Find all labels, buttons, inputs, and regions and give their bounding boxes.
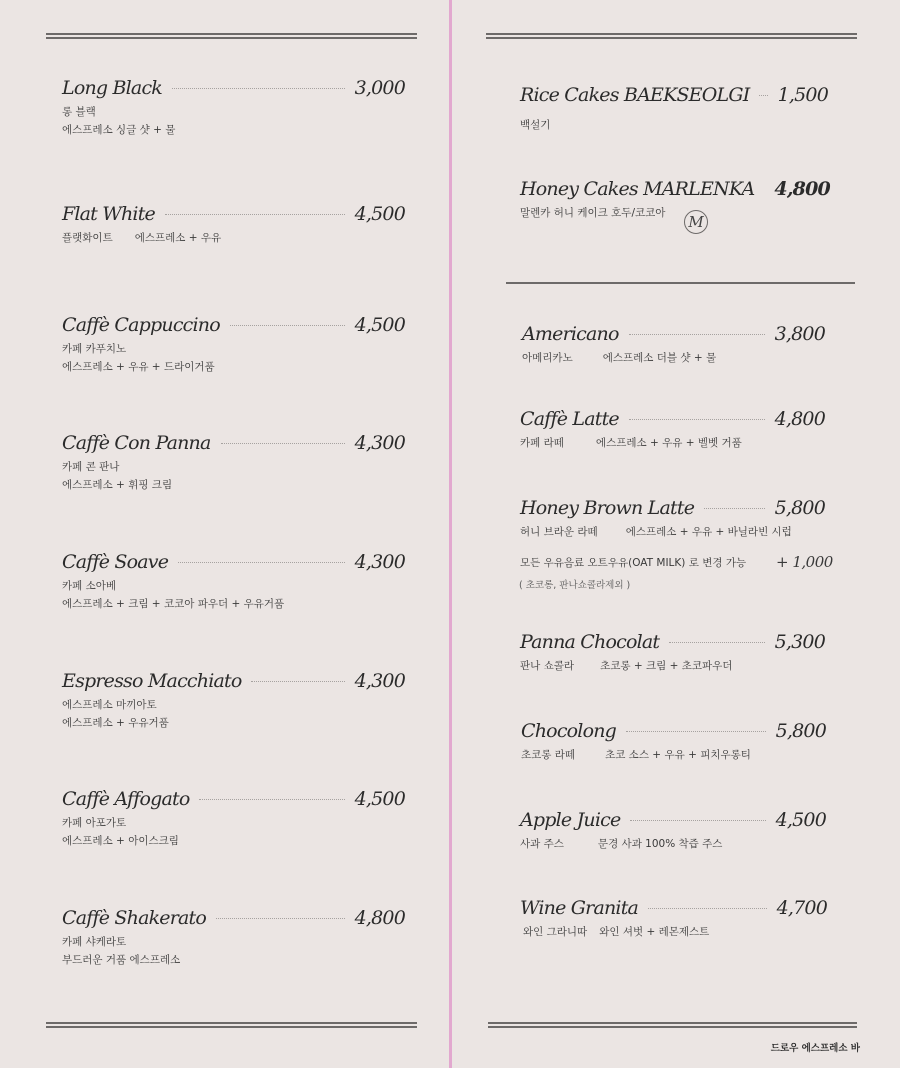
marlenka-logo: M [684, 210, 708, 234]
item-price: 5,300 [774, 631, 825, 653]
item-name: Rice Cakes BAEKSEOLGI [520, 84, 750, 106]
item-description: 에스프레소 + 크림 + 코코아 파우더 + 우유거품 [62, 598, 285, 610]
item-name: Caffè Soave [62, 551, 169, 573]
item-price: 4,700 [776, 897, 827, 919]
menu-item-baekseolgi [520, 84, 828, 134]
item-korean-name: 롱 블랙 [62, 106, 96, 118]
item-price: 4,300 [354, 551, 405, 573]
item-description: 부드러운 거품 에스프레소 [62, 954, 181, 966]
item-price: 4,500 [775, 809, 826, 831]
menu-item-cappuccino [62, 314, 405, 376]
footer-brand: 드로우 에스프레소 바 [770, 1043, 860, 1054]
item-description: 와인 셔벗 + 레몬제스트 [599, 926, 710, 938]
item-name: Caffè Latte [520, 408, 619, 430]
item-korean-name: 카페 라떼 [520, 437, 564, 449]
item-name: Caffè Affogato [62, 788, 190, 810]
item-description: 에스프레소 + 우유 + 드라이거품 [62, 361, 215, 373]
item-price: 4,800 [354, 907, 405, 929]
item-name: Caffè Shakerato [62, 907, 207, 929]
item-name: Apple Juice [520, 809, 621, 831]
item-price: 4,300 [354, 432, 405, 454]
menu-item-soave [62, 551, 405, 613]
oat-milk-exception: ( 초코롱, 판나쇼콜라제외 ) [519, 580, 631, 591]
menu-item-marlenka [520, 178, 830, 222]
menu-item-affogato [62, 788, 405, 850]
item-korean-name: 와인 그라니따 [523, 926, 588, 938]
item-korean-name: 카페 샤케라토 [62, 936, 127, 948]
menu-item-apple-juice [520, 809, 826, 853]
item-korean-name: 아메리카노 [522, 352, 573, 364]
right-section-rule [506, 282, 855, 284]
item-name: Honey Brown Latte [520, 497, 695, 519]
item-korean-name: 카페 카푸치노 [62, 343, 127, 355]
right-bottom-rule [488, 1022, 857, 1028]
oat-milk-note: 모든 우유음료 오트우유(OAT MILK) 로 변경 가능 [520, 557, 747, 569]
menu-item-latte [520, 408, 825, 452]
item-description: 초코 소스 + 우유 + 피치우롱티 [605, 749, 751, 761]
item-name: Espresso Macchiato [62, 670, 242, 692]
item-korean-name: 판나 쇼콜라 [520, 660, 575, 672]
item-korean-name: 플랫화이트 [62, 232, 113, 244]
item-price: 5,800 [775, 720, 826, 742]
oat-milk-price: + 1,000 [776, 553, 833, 571]
menu-item-wine-granita [520, 897, 827, 941]
item-korean-name: 에스프레소 마끼아토 [62, 699, 157, 711]
item-korean-name: 말렌카 허니 케이크 호두/코코아 [520, 207, 666, 219]
item-description: 문경 사과 100% 착즙 주스 [597, 838, 723, 850]
item-price: 4,500 [354, 203, 405, 225]
item-name: Flat White [62, 203, 155, 225]
item-price: 4,800 [774, 408, 825, 430]
center-divider [449, 0, 452, 1068]
menu-item-con-panna [62, 432, 405, 494]
item-price: 3,000 [354, 77, 405, 99]
item-price: 4,500 [354, 788, 405, 810]
item-name: Caffè Cappuccino [62, 314, 220, 336]
item-name: Long Black [62, 77, 163, 99]
item-description: 에스프레소 + 휘핑 크림 [62, 479, 173, 491]
item-description: 초코롱 + 크림 + 초코파우더 [600, 660, 733, 672]
item-description: 에스프레소 + 우유거품 [62, 717, 169, 729]
item-description: 에스프레소 + 아이스크림 [62, 835, 179, 847]
menu-item-chocolong [521, 720, 826, 764]
item-name: Caffè Con Panna [62, 432, 211, 454]
item-name: Americano [522, 323, 619, 345]
item-korean-name: 허니 브라운 라떼 [520, 526, 598, 538]
item-description: 에스프레소 싱글 샷 + 물 [62, 124, 176, 136]
item-price: 4,800 [774, 178, 830, 200]
item-korean-name: 카페 콘 판나 [62, 461, 120, 473]
item-name: Honey Cakes MARLENKA [520, 178, 755, 200]
item-name: Chocolong [521, 720, 617, 742]
menu-item-long-black [62, 77, 405, 139]
item-korean-name: 사과 주스 [520, 838, 564, 850]
item-korean-name: 초코롱 라떼 [521, 749, 576, 761]
item-korean-name: 카페 아포가토 [62, 817, 127, 829]
item-name: Wine Granita [520, 897, 639, 919]
item-price: 4,300 [354, 670, 405, 692]
left-top-rule [46, 33, 417, 39]
menu-item-americano [522, 323, 825, 367]
item-description: 에스프레소 + 우유 [134, 232, 222, 244]
item-price: 1,500 [777, 84, 828, 106]
menu-item-macchiato [62, 670, 405, 732]
menu-item-shakerato [62, 907, 405, 969]
item-description: 에스프레소 + 우유 + 벨벳 거품 [595, 437, 742, 449]
item-korean-name: 백설기 [520, 119, 551, 131]
left-bottom-rule [46, 1022, 417, 1028]
menu-item-flat-white [62, 203, 405, 247]
menu-item-honey-brown-latte [520, 497, 825, 541]
item-price: 4,500 [354, 314, 405, 336]
item-price: 5,800 [774, 497, 825, 519]
item-korean-name: 카페 소아베 [62, 580, 117, 592]
menu-item-panna-chocolat [520, 631, 825, 675]
right-top-rule [486, 33, 857, 39]
item-description: 에스프레소 더블 샷 + 물 [602, 352, 717, 364]
item-name: Panna Chocolat [520, 631, 660, 653]
item-description: 에스프레소 + 우유 + 바닐라빈 시럽 [625, 526, 792, 538]
item-price: 3,800 [774, 323, 825, 345]
